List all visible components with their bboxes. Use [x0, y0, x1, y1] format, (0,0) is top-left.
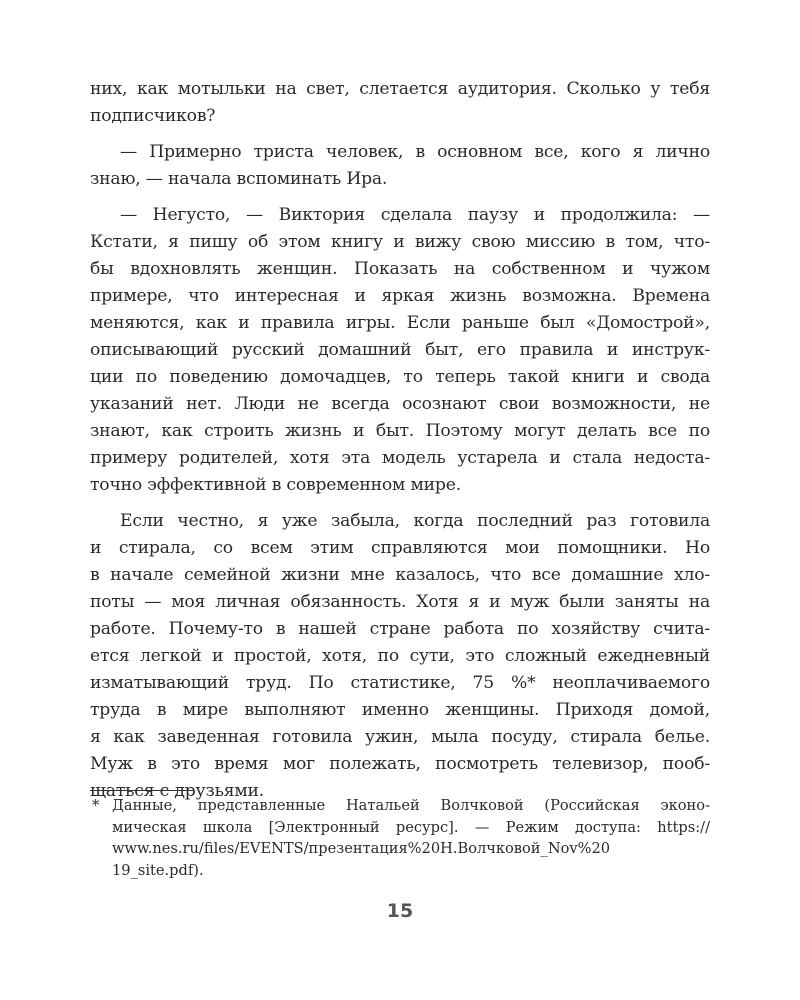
- text-line: в начале семейной жизни мне казалось, что все домашние хло-: [90, 565, 710, 585]
- text-line: примере, что интересная и яркая жизнь возможна. Времена: [90, 286, 710, 306]
- text-line: щаться с друзьями.: [90, 781, 265, 801]
- text-line: описывающий русский домашний быт, его правила и инструк-: [90, 340, 710, 360]
- text-line: Муж в это время мог полежать, посмотреть телевизор, пооб-: [90, 754, 710, 774]
- text-line: меняются, как и правила игры. Если раньше был «Домострой»,: [90, 313, 710, 333]
- footnote-line: [90, 860, 710, 882]
- paragraph: [90, 76, 710, 130]
- footnote-text: www.nes.ru/files/EVENTS/презентация%20Н.Волчковой_Nov%20: [112, 840, 611, 857]
- footnote-line: [90, 795, 710, 817]
- footnote: [90, 795, 710, 881]
- paragraph: [90, 139, 710, 193]
- text-line: бы вдохновлять женщин. Показать на собственном и чужом: [90, 259, 710, 279]
- footnote-line: [90, 817, 710, 839]
- body-text: [90, 76, 710, 814]
- text-line: Если честно, я уже забыла, когда последний раз готовила: [120, 511, 710, 531]
- footnote-divider: [90, 790, 194, 791]
- text-line: поты — моя личная обязанность. Хотя я и муж были заняты на: [90, 592, 710, 612]
- text-line: — Примерно триста человек, в основном все, кого я лично: [120, 142, 710, 162]
- text-line: — Негусто, — Виктория сделала паузу и продолжила: —: [120, 205, 710, 225]
- text-line: указаний нет. Люди не всегда осознают свои возможности, не: [90, 394, 710, 414]
- footnote-line: [90, 838, 710, 860]
- text-line: примеру родителей, хотя эта модель устарела и стала недоста-: [90, 448, 710, 468]
- text-line: них, как мотыльки на свет, слетается аудитория. Сколько у тебя: [90, 79, 710, 99]
- text-line: точно эффективной в современном мире.: [90, 475, 461, 495]
- footnote-text: мическая школа [Электронный ресурс]. — Режим доступа: https://: [112, 818, 710, 836]
- page-number: 15: [386, 900, 414, 922]
- text-line: я как заведенная готовила ужин, мыла посуду, стирала белье.: [90, 727, 710, 747]
- text-line: работе. Почему-то в нашей стране работа по хозяйству счита-: [90, 619, 710, 639]
- text-line: ется легкой и простой, хотя, по сути, это сложный ежедневный: [90, 646, 710, 666]
- footnote-text: 19_site.pdf).: [112, 861, 204, 879]
- text-line: труда в мире выполняют именно женщины. Приходя домой,: [90, 700, 710, 720]
- paragraph: [90, 202, 710, 499]
- text-line: и стирала, со всем этим справляются мои помощники. Но: [90, 538, 710, 558]
- text-line: знаю, — начала вспоминать Ира.: [90, 169, 388, 189]
- text-line: ции по поведению домочадцев, то теперь такой книги и свода: [90, 367, 710, 387]
- text-line: Кстати, я пишу об этом книгу и вижу свою миссию в том, что-: [90, 232, 710, 252]
- text-line: изматывающий труд. По статистике, 75 %* неоплачиваемого: [90, 673, 710, 693]
- text-line: подписчиков?: [90, 106, 216, 126]
- footnote-text: Данные, представленные Натальей Волчковой (Российская эконо-: [112, 797, 710, 814]
- footnote-marker: *: [92, 797, 100, 814]
- paragraph: [90, 508, 710, 805]
- text-line: знают, как строить жизнь и быт. Поэтому могут делать все по: [90, 421, 710, 441]
